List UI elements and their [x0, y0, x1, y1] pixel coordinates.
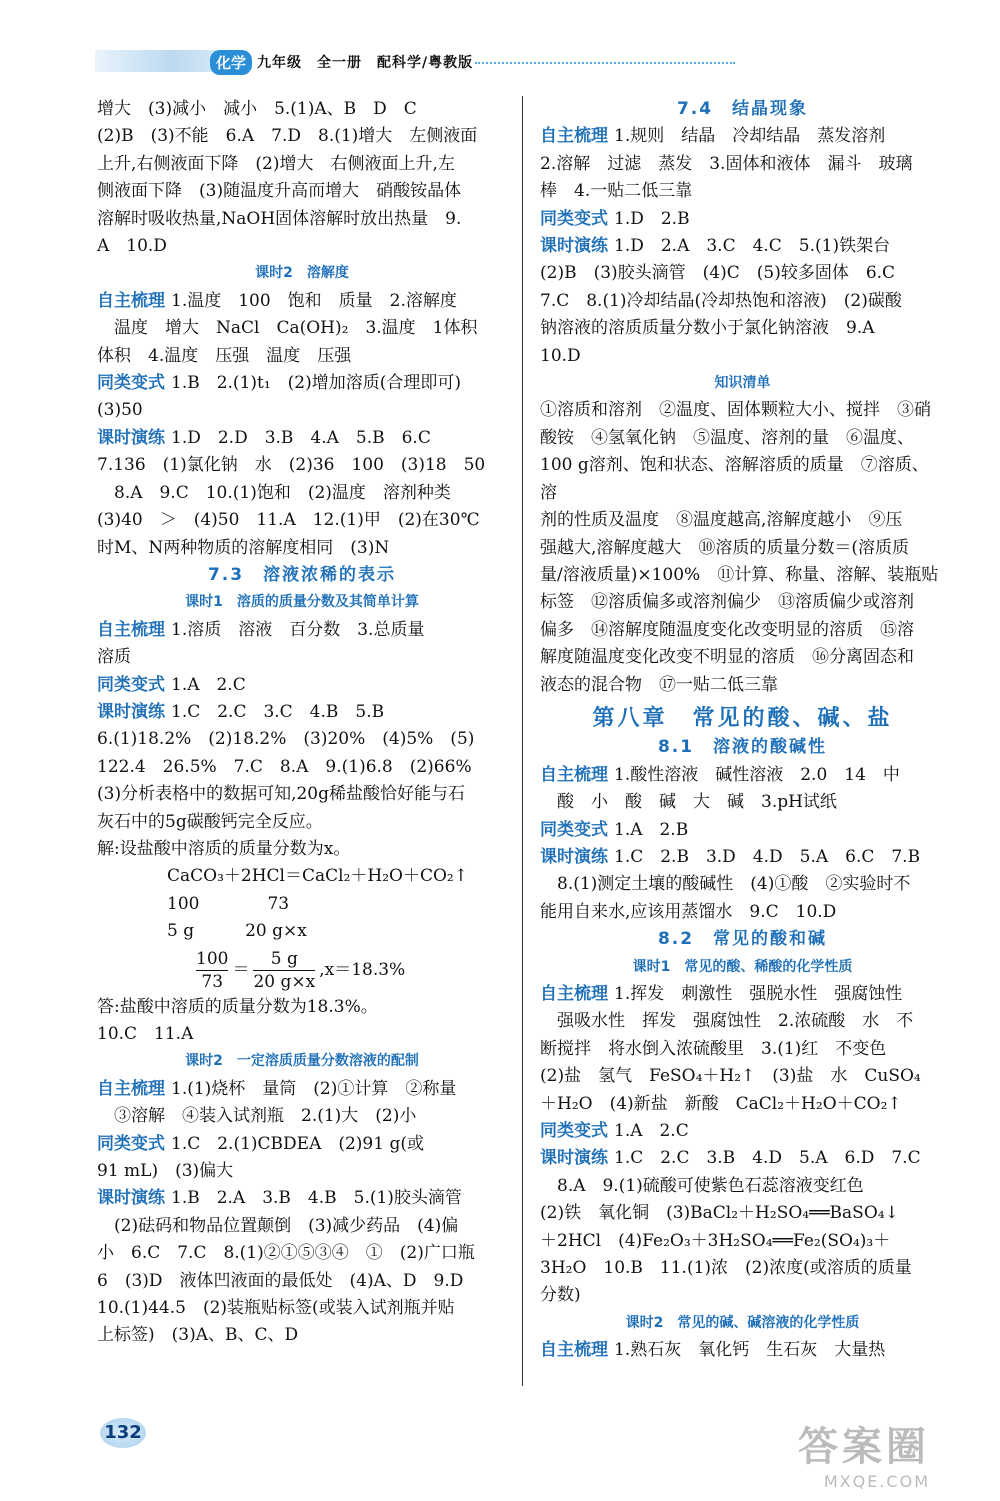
text-line: 酸铵 ④氢氧化钠 ⑤温度、溶剂的量 ⑥温度、: [540, 427, 914, 448]
text-line: 钠溶液的溶质质量分数小于氯化钠溶液 9.A: [540, 318, 875, 339]
equation-line: 5 g 20 g×x: [167, 921, 307, 942]
header-title: 九年级 全一册 配科学/粤教版: [257, 55, 474, 71]
text-line: ①溶质和溶剂 ②温度、固体颗粒大小、搅拌 ③硝: [540, 400, 931, 421]
text-line: 2.溶解 过滤 蒸发 3.固体和液体 漏斗 玻璃: [540, 153, 913, 174]
text-line: 强越大,溶解度越大 ⑩溶质的质量分数＝(溶质质: [540, 537, 910, 558]
text-line: 灰石中的5g碳酸钙完全反应。: [97, 811, 323, 832]
text-line: 温度 增大 NaCl Ca(OH)₂ 3.温度 1体积: [114, 318, 478, 339]
section-label: 自主梳理: [97, 619, 165, 640]
section-label: 课时演练: [97, 701, 165, 722]
watermark-url: MXQE.COM: [823, 1472, 930, 1491]
text-line: 液态的混合物 ⑰一贴二低三靠: [540, 674, 778, 695]
section-label: 自主梳理: [97, 1078, 165, 1099]
text-line: 8.(1)测定土壤的酸碱性 (4)①酸 ②实验时不: [557, 874, 911, 895]
section-label: 课时演练: [540, 1148, 608, 1169]
section-heading: 7.3 溶液浓稀的表示: [207, 564, 397, 585]
text-line: 量/溶液质量)×100% ⑪计算、称量、溶解、装瓶贴: [540, 564, 939, 585]
text-line: 溶质: [97, 647, 131, 668]
text-line: 溶解时吸收热量,NaOH固体溶解时放出热量 9.: [97, 208, 462, 229]
text-line: 酸 小 酸 碱 大 碱 3.pH试纸: [557, 792, 837, 813]
text-line: 课时演练 1.D 2.A 3.C 4.C 5.(1)铁架台: [540, 236, 891, 257]
lesson-heading: 课时2 一定溶质质量分数溶液的配制: [185, 1053, 419, 1070]
text-line: (2)铁 氧化铜 (3)BaCl₂＋H₂SO₄══BaSO₄↓: [540, 1203, 899, 1224]
text-line: 解:设盐酸中溶质的质量分数为x。: [97, 838, 351, 859]
fraction: $\frac{100}{73}$: [196, 948, 229, 992]
section-label: 自主梳理: [540, 764, 608, 785]
text-line: 答:盐酸中溶质的质量分数为18.3%。: [97, 996, 378, 1017]
text-line: 侧液面下降 (3)随温度升高而增大 硝酸铵晶体: [97, 181, 462, 202]
text-line: 同类变式 1.A 2.B: [540, 819, 689, 840]
text-line: (2)B (3)胶头滴管 (4)C (5)较多固体 6.C: [540, 263, 896, 284]
text-line: 体积 4.温度 压强 温度 压强: [97, 345, 352, 366]
text-line: 自主梳理 1.熟石灰 氧化钙 生石灰 大量热: [540, 1340, 886, 1361]
text-line: 偏多 ⑭溶解度随温度变化改变明显的溶质 ⑮溶: [540, 619, 914, 640]
page-number: 132: [100, 1418, 146, 1448]
text-line: 课时演练 1.C 2.C 3.C 4.B 5.B: [97, 701, 385, 722]
text-line: 10.(1)44.5 (2)装瓶贴标签(或装入试剂瓶并贴: [97, 1298, 455, 1319]
left-column: [97, 96, 507, 1350]
text-line: 时M、N两种物质的溶解度相同 (3)N: [97, 537, 390, 558]
lesson-heading: 课时2 溶解度: [255, 265, 349, 282]
text-line: 小 6.C 7.C 8.(1)②①⑤③④ ① (2)广口瓶: [97, 1243, 475, 1264]
text-line: 分数): [540, 1285, 581, 1306]
subject-badge: 化学: [210, 50, 252, 75]
text-line: 91 mL) (3)偏大: [97, 1161, 234, 1182]
lesson-heading: 课时1 常见的酸、稀酸的化学性质: [632, 958, 853, 975]
lesson-heading: 知识清单: [714, 375, 771, 392]
text-line: (3)分析表格中的数据可知,20g稀盐酸恰好能与石: [97, 784, 465, 805]
text-line: 自主梳理 1.规则 结晶 冷却结晶 蒸发溶剂: [540, 126, 886, 147]
text-line: 上标签) (3)A、B、C、D: [97, 1325, 299, 1346]
text-line: (3)50: [97, 400, 143, 421]
text-line: 剂的性质及温度 ⑧温度越高,溶解度越小 ⑨压: [540, 510, 903, 531]
section-label: 同类变式: [97, 674, 165, 695]
text-line: 8.A 9.(1)硫酸可使紫色石蕊溶液变红色: [557, 1175, 864, 1196]
text-line: 课时演练 1.C 2.C 3.B 4.D 5.A 6.D 7.C: [540, 1148, 921, 1169]
text-line: 解度随温度变化改变不明显的溶质 ⑯分离固态和: [540, 647, 914, 668]
text-line: 能用自来水,应该用蒸馏水 9.C 10.D: [540, 901, 837, 922]
section-label: 自主梳理: [97, 290, 165, 311]
section-label: 课时演练: [540, 236, 608, 257]
section-label: 自主梳理: [540, 1340, 608, 1361]
fraction-equation: $\frac{100}{73}$ ＝ $\frac{5 g}{20 g\times x}$ ,x＝18.3%: [196, 948, 406, 992]
text-line: 同类变式 1.A 2.C: [540, 1121, 689, 1142]
text-line: 同类变式 1.D 2.B: [540, 208, 690, 229]
equation-line: 100 73: [167, 893, 290, 914]
text-line: 同类变式 1.B 2.(1)t₁ (2)增加溶质(合理即可): [97, 373, 462, 394]
section-heading: 8.2 常见的酸和碱: [657, 929, 828, 950]
section-label: 同类变式: [540, 1121, 608, 1142]
section-label: 同类变式: [540, 208, 608, 229]
section-label: 课时演练: [540, 846, 608, 867]
text-line: (3)40 ＞ (4)50 11.A 12.(1)甲 (2)在30℃: [97, 510, 480, 531]
text-line: ③溶解 ④装入试剂瓶 2.(1)大 (2)小: [114, 1106, 417, 1127]
section-label: 同类变式: [540, 819, 608, 840]
text-line: 棒 4.一贴二低三靠: [540, 181, 693, 202]
text-line: 自主梳理 1.酸性溶液 碱性溶液 2.0 14 中: [540, 764, 900, 785]
chapter-title: 第八章 常见的酸、碱、盐: [592, 705, 893, 731]
text-line: 课时演练 1.C 2.B 3.D 4.D 5.A 6.C 7.B: [540, 846, 921, 867]
text-line: (2)砝码和物品位置颠倒 (3)减少药品 (4)偏: [114, 1215, 459, 1236]
section-label: 自主梳理: [540, 126, 608, 147]
right-column: [540, 96, 945, 1365]
header-dotted-line: [475, 62, 735, 64]
text-line: (2)B (3)不能 6.A 7.D 8.(1)增大 左侧液面: [97, 126, 478, 147]
text-line: ＋H₂O (4)新盐 新酸 CaCl₂＋H₂O＋CO₂↑: [540, 1093, 902, 1114]
section-heading: 7.4 结晶现象: [676, 99, 809, 119]
text-line: 10.D: [540, 345, 581, 366]
lesson-heading: 课时2 常见的碱、碱溶液的化学性质: [625, 1314, 860, 1331]
header-swoosh: [95, 50, 225, 72]
text-line: 6.(1)18.2% (2)18.2% (3)20% (4)5% (5): [97, 729, 475, 750]
section-label: 同类变式: [97, 1133, 165, 1154]
text-line: 课时演练 1.B 2.A 3.B 4.B 5.(1)胶头滴管: [97, 1188, 462, 1209]
fraction: $\frac{5 g}{20 g\times x}$: [253, 948, 316, 992]
text-line: (2)盐 氢气 FeSO₄＋H₂↑ (3)盐 水 CuSO₄: [540, 1066, 921, 1087]
text-line: 3H₂O 10.B 11.(1)浓 (2)浓度(或溶质的质量: [540, 1258, 912, 1279]
column-divider: [522, 96, 523, 1386]
text-line: 同类变式 1.A 2.C: [97, 674, 246, 695]
section-label: 同类变式: [97, 373, 165, 394]
text-line: 断搅拌 将水倒入浓硫酸里 3.(1)红 不变色: [540, 1038, 887, 1059]
equation-line: CaCO₃＋2HCl＝CaCl₂＋H₂O＋CO₂↑: [167, 866, 468, 887]
section-label: 课时演练: [97, 1188, 165, 1209]
section-heading: 8.1 溶液的酸碱性: [657, 737, 828, 758]
text-line: 标签 ⑫溶质偏多或溶剂偏少 ⑬溶质偏少或溶剂: [540, 592, 914, 613]
text-line: 8.A 9.C 10.(1)饱和 (2)温度 溶剂种类: [114, 482, 451, 503]
text-line: ＋2HCl (4)Fe₂O₃＋3H₂SO₄══Fe₂(SO₄)₃＋: [540, 1230, 891, 1251]
text-line: 100 g溶剂、饱和状态、溶解溶质的质量 ⑦溶质、溶: [540, 455, 929, 503]
text-line: A 10.D: [97, 236, 167, 257]
watermark: [798, 1415, 930, 1491]
text-line: 课时演练 1.D 2.D 3.B 4.A 5.B 6.C: [97, 427, 431, 448]
text-line: 同类变式 1.C 2.(1)CBDEA (2)91 g(或: [97, 1133, 424, 1154]
text-line: 10.C 11.A: [97, 1024, 194, 1044]
text-line: 7.C 8.(1)冷却结晶(冷却热饱和溶液) (2)碳酸: [540, 290, 902, 311]
text-line: 6 (3)D 液体凹液面的最低处 (4)A、D 9.D: [97, 1270, 464, 1291]
watermark-logo: 答案圈: [798, 1424, 930, 1470]
text-line: 强吸水性 挥发 强腐蚀性 2.浓硫酸 水 不: [557, 1011, 914, 1032]
page-header: [95, 44, 705, 78]
text-line: 自主梳理 1.(1)烧杯 量筒 (2)①计算 ②称量: [97, 1078, 457, 1099]
section-label: 自主梳理: [540, 984, 608, 1004]
text-line: 自主梳理 1.温度 100 饱和 质量 2.溶解度: [97, 290, 457, 311]
lesson-heading: 课时1 溶质的质量分数及其简单计算: [185, 594, 419, 611]
section-label: 课时演练: [97, 427, 165, 448]
text-line: 自主梳理 1.溶质 溶液 百分数 3.总质量: [97, 619, 425, 640]
text-line: 上升,右侧液面下降 (2)增大 右侧液面上升,左: [97, 153, 455, 174]
text-line: 增大 (3)减小 减小 5.(1)A、B D C: [97, 99, 417, 119]
text-line: 122.4 26.5% 7.C 8.A 9.(1)6.8 (2)66%: [97, 756, 472, 777]
text-line: 7.136 (1)氯化钠 水 (2)36 100 (3)18 50: [97, 455, 486, 476]
text-line: 自主梳理 1.挥发 刺激性 强脱水性 强腐蚀性: [540, 984, 903, 1004]
